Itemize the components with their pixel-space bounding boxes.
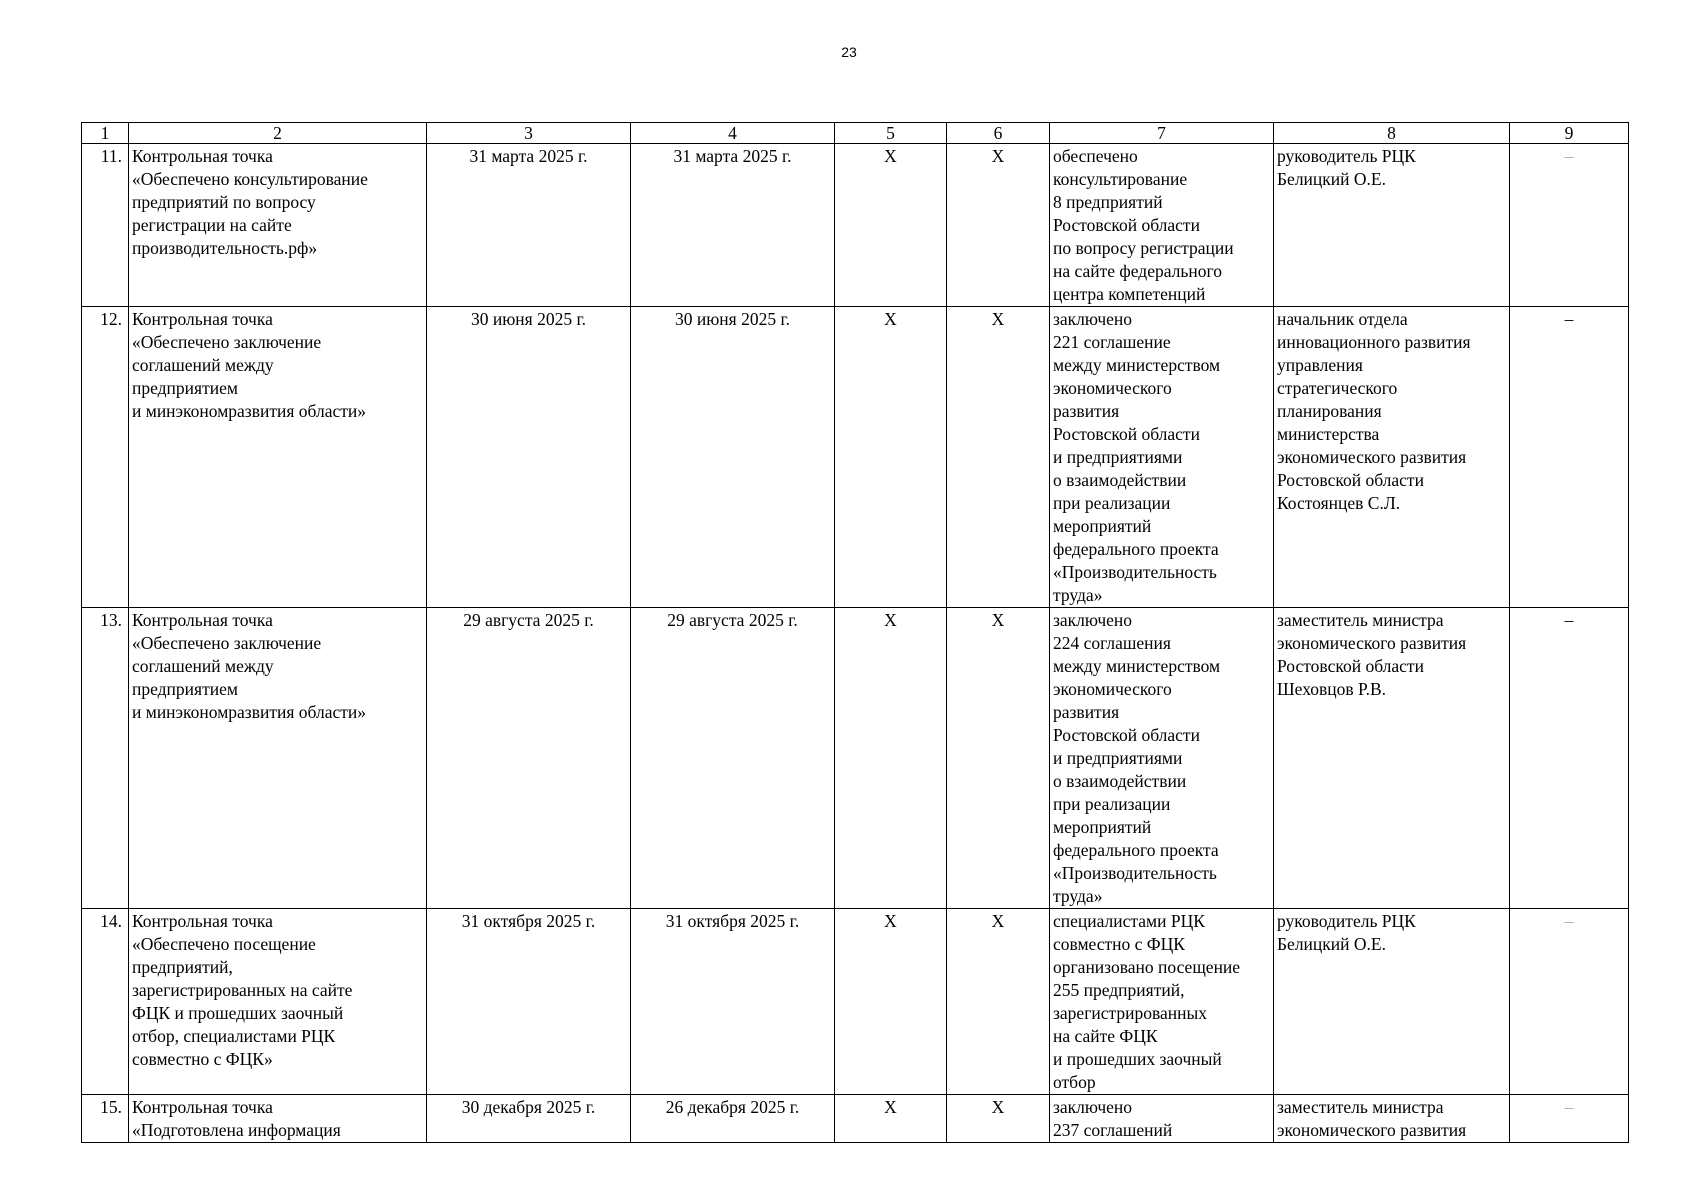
header-cell: 4 (631, 123, 835, 144)
note: – (1510, 144, 1629, 307)
result-text: заключено 221 соглашение между министерством экономического развития Ростовской области и предприятиями о взаимодействии при реализации мероприятий федерального проекта «Производительность труда» (1050, 307, 1274, 608)
table-row (82, 1095, 1629, 1143)
responsible-person: заместитель министра экономического развития (1274, 1095, 1510, 1143)
note: – (1510, 1095, 1629, 1143)
col5-value: X (835, 144, 947, 307)
row-number: 11. (82, 144, 129, 307)
responsible-person: руководитель РЦК Белицкий О.Е. (1274, 909, 1510, 1095)
col6-value: X (947, 1095, 1050, 1143)
result-text: заключено 237 соглашений (1050, 1095, 1274, 1143)
col5-value: X (835, 608, 947, 909)
result-text: заключено 224 соглашения между министерством экономического развития Ростовской области и предприятиями о взаимодействии при реализации мероприятий федерального проекта «Производительность труда» (1050, 608, 1274, 909)
fact-date: 26 декабря 2025 г. (631, 1095, 835, 1143)
header-row (82, 123, 1629, 144)
header-cell: 3 (427, 123, 631, 144)
row-number: 15. (82, 1095, 129, 1143)
result-text: обеспечено консультирование 8 предприятий Ростовской области по вопросу регистрации на сайте федерального центра компетенций (1050, 144, 1274, 307)
col5-value: X (835, 909, 947, 1095)
responsible-person: начальник отдела инновационного развития управления стратегического планирования министерства экономического развития Ростовской области Костоянцев С.Л. (1274, 307, 1510, 608)
table-row (82, 909, 1629, 1095)
fact-date: 30 июня 2025 г. (631, 307, 835, 608)
plan-date: 31 октября 2025 г. (427, 909, 631, 1095)
fact-date: 31 октября 2025 г. (631, 909, 835, 1095)
table-row (82, 144, 1629, 307)
plan-date: 30 декабря 2025 г. (427, 1095, 631, 1143)
control-points-table (81, 122, 1629, 1143)
plan-date: 31 марта 2025 г. (427, 144, 631, 307)
header-cell: 9 (1510, 123, 1629, 144)
header-cell: 1 (82, 123, 129, 144)
table-row (82, 307, 1629, 608)
row-number: 13. (82, 608, 129, 909)
row-number: 14. (82, 909, 129, 1095)
plan-date: 30 июня 2025 г. (427, 307, 631, 608)
control-point-name: Контрольная точка «Обеспечено заключение соглашений между предприятием и минэкономразвития области» (129, 307, 427, 608)
header-cell: 7 (1050, 123, 1274, 144)
note: – (1510, 608, 1629, 909)
col6-value: X (947, 144, 1050, 307)
responsible-person: заместитель министра экономического развития Ростовской области Шеховцов Р.В. (1274, 608, 1510, 909)
fact-date: 29 августа 2025 г. (631, 608, 835, 909)
control-point-name: Контрольная точка «Подготовлена информация (129, 1095, 427, 1143)
table-row (82, 608, 1629, 909)
col5-value: X (835, 307, 947, 608)
responsible-person: руководитель РЦК Белицкий О.Е. (1274, 144, 1510, 307)
result-text: специалистами РЦК совместно с ФЦК организовано посещение 255 предприятий, зарегистрированных на сайте ФЦК и прошедших заочный отбор (1050, 909, 1274, 1095)
header-cell: 5 (835, 123, 947, 144)
note: – (1510, 307, 1629, 608)
header-cell: 2 (129, 123, 427, 144)
col6-value: X (947, 909, 1050, 1095)
col6-value: X (947, 608, 1050, 909)
header-cell: 8 (1274, 123, 1510, 144)
row-number: 12. (82, 307, 129, 608)
page-number: 23 (841, 44, 857, 60)
col6-value: X (947, 307, 1050, 608)
note: – (1510, 909, 1629, 1095)
control-point-name: Контрольная точка «Обеспечено заключение соглашений между предприятием и минэкономразвития области» (129, 608, 427, 909)
header-cell: 6 (947, 123, 1050, 144)
fact-date: 31 марта 2025 г. (631, 144, 835, 307)
plan-date: 29 августа 2025 г. (427, 608, 631, 909)
control-point-name: Контрольная точка «Обеспечено консультирование предприятий по вопросу регистрации на сайте производительность.рф» (129, 144, 427, 307)
control-point-name: Контрольная точка «Обеспечено посещение предприятий, зарегистрированных на сайте ФЦК и прошедших заочный отбор, специалистами РЦК совместно с ФЦК» (129, 909, 427, 1095)
col5-value: X (835, 1095, 947, 1143)
